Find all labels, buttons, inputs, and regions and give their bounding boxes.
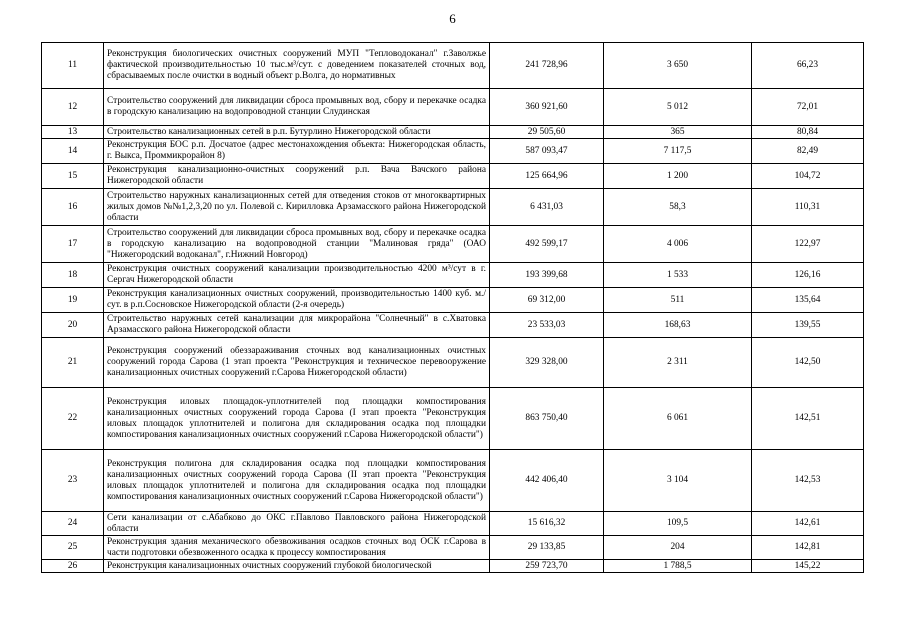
table-row [42,43,864,89]
cost-ratio: 145,22 [752,560,864,573]
project-description: Строительство канализационных сетей в р.п. Бутурлино Нижегородской области [104,126,490,139]
row-number: 17 [42,226,104,263]
project-capacity: 204 [604,536,752,560]
cost-ratio: 66,23 [752,43,864,89]
row-number: 24 [42,512,104,536]
project-description: Строительство наружных сетей канализации для микрорайона "Солнечный" в с.Хватовка Арзамасского района Нижегородской области [104,313,490,338]
row-number: 19 [42,288,104,313]
table-row [42,226,864,263]
project-capacity: 3 104 [604,450,752,512]
cost-ratio: 135,64 [752,288,864,313]
project-capacity: 1 788,5 [604,560,752,573]
cost-ratio: 142,51 [752,388,864,450]
project-cost: 241 728,96 [490,43,604,89]
page-number: 6 [449,11,456,26]
project-cost: 863 750,40 [490,388,604,450]
cost-ratio: 126,16 [752,263,864,288]
project-cost: 587 093,47 [490,139,604,164]
table-row [42,89,864,126]
project-cost: 360 921,60 [490,89,604,126]
project-description: Реконструкция канализационно-очистных сооружений р.п. Вача Вачского района Нижегородской области [104,164,490,189]
cost-ratio: 80,84 [752,126,864,139]
cost-ratio: 72,01 [752,89,864,126]
project-cost: 23 533,03 [490,313,604,338]
table-row [42,536,864,560]
project-capacity: 3 650 [604,43,752,89]
table-row [42,164,864,189]
project-capacity: 6 061 [604,388,752,450]
cost-ratio: 104,72 [752,164,864,189]
row-number: 21 [42,338,104,388]
row-number: 11 [42,43,104,89]
row-number: 14 [42,139,104,164]
cost-ratio: 142,53 [752,450,864,512]
cost-ratio: 142,81 [752,536,864,560]
project-description: Реконструкция канализационных очистных сооружений, производительностью 1400 куб. м./сут. в р.п.Сосновское Нижегородской области (2-я очередь) [104,288,490,313]
project-cost: 442 406,40 [490,450,604,512]
project-cost: 492 599,17 [490,226,604,263]
project-description: Реконструкция сооружений обеззараживания сточных вод канализационных очистных сооружений города Сарова (1 этап проекта "Реконструкция и техническое перевооружение канализационных очистных сооружений г.Сарова Нижегородской области) [104,338,490,388]
row-number: 26 [42,560,104,573]
project-description: Реконструкция БОС р.п. Досчатое (адрес местонахождения объекта: Нижегородская область, г. Выкса, Проммикрорайон 8) [104,139,490,164]
row-number: 16 [42,189,104,226]
project-cost: 69 312,00 [490,288,604,313]
cost-ratio: 142,61 [752,512,864,536]
row-number: 18 [42,263,104,288]
row-number: 25 [42,536,104,560]
table-row [42,288,864,313]
cost-ratio: 122,97 [752,226,864,263]
table-row [42,450,864,512]
projects-table-body [42,43,864,573]
project-capacity: 58,3 [604,189,752,226]
project-description: Строительство сооружений для ликвидации сброса промывных вод, сбору и перекачке осадка в городскую канализацию на водопроводной станции "Малиновая гряда" (ОАО "Нижегородский водоканал", г.Нижний Новгород) [104,226,490,263]
project-cost: 193 399,68 [490,263,604,288]
row-number: 23 [42,450,104,512]
project-capacity: 168,63 [604,313,752,338]
project-cost: 329 328,00 [490,338,604,388]
project-cost: 259 723,70 [490,560,604,573]
project-capacity: 7 117,5 [604,139,752,164]
cost-ratio: 82,49 [752,139,864,164]
project-description: Реконструкция полигона для складирования осадка под площадки компостирования канализационных очистных сооружений города Сарова (II этап проекта "Реконструкция иловых площадок уплотнителей и полигона для складирования осадка под площадки компостирования канализационных очистных сооружений г.Сарова Нижегородской области") [104,450,490,512]
project-description: Строительство наружных канализационных сетей для отведения стоков от многоквартирных жилых домов №№1,2,3,20 по ул. Полевой с. Кирилловка Арзамасского района Нижегородской области [104,189,490,226]
project-cost: 29 505,60 [490,126,604,139]
project-description: Сети канализации от с.Абабково до ОКС г.Павлово Павловского района Нижегородской области [104,512,490,536]
project-capacity: 109,5 [604,512,752,536]
project-description: Реконструкция очистных сооружений канализации производительностью 4200 м³/сут в г. Сергач Нижегородской области [104,263,490,288]
table-row [42,126,864,139]
project-description: Строительство сооружений для ликвидации сброса промывных вод, сбору и перекачке осадка в городскую канализацию на водопроводной станции Слудинская [104,89,490,126]
project-capacity: 511 [604,288,752,313]
project-cost: 125 664,96 [490,164,604,189]
row-number: 13 [42,126,104,139]
project-description: Реконструкция здания механического обезвоживания осадков сточных вод ОСК г.Сарова в части подготовки обезвоженного осадка к процессу компостирования [104,536,490,560]
row-number: 12 [42,89,104,126]
project-capacity: 1 533 [604,263,752,288]
cost-ratio: 142,50 [752,338,864,388]
table-row [42,512,864,536]
project-capacity: 1 200 [604,164,752,189]
project-capacity: 2 311 [604,338,752,388]
project-description: Реконструкция биологических очистных сооружений МУП "Тепловодоканал" г.Заволжье фактической производительностью 10 тыс.м³/сут. с доведением показателей сточных вод, сбрасываемых после очистки в водный объект р.Волга, до нормативных [104,43,490,89]
table-row [42,189,864,226]
project-capacity: 365 [604,126,752,139]
table-row [42,388,864,450]
table-row [42,560,864,573]
table-row [42,313,864,338]
table-row [42,139,864,164]
cost-ratio: 139,55 [752,313,864,338]
table-row [42,263,864,288]
cost-ratio: 110,31 [752,189,864,226]
project-capacity: 5 012 [604,89,752,126]
project-capacity: 4 006 [604,226,752,263]
projects-table [41,42,864,573]
project-cost: 15 616,32 [490,512,604,536]
table-row [42,338,864,388]
project-cost: 6 431,03 [490,189,604,226]
row-number: 15 [42,164,104,189]
project-description: Реконструкция иловых площадок-уплотнителей под площадки компостирования канализационных очистных сооружений города Сарова (I этап проекта "Реконструкция иловых площадок уплотнителей и полигона для складирования осадка под площадки компостирования канализационных очистных сооружений г.Сарова Нижегородской области") [104,388,490,450]
project-cost: 29 133,85 [490,536,604,560]
row-number: 20 [42,313,104,338]
row-number: 22 [42,388,104,450]
project-description: Реконструкция канализационных очистных сооружений глубокой биологической [104,560,490,573]
